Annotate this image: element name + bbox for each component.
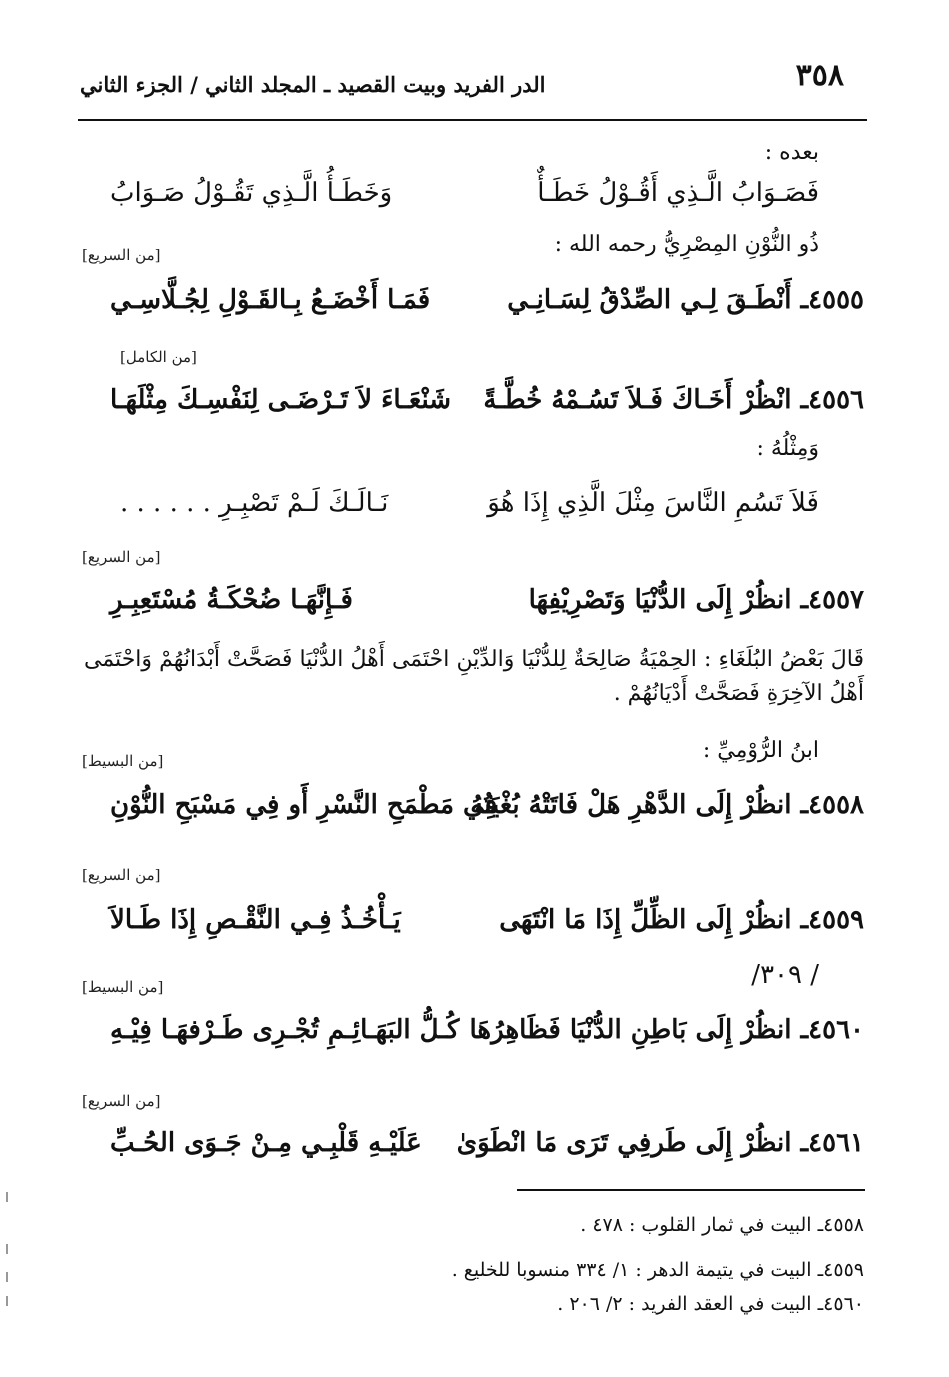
header-divider (78, 119, 867, 121)
verse-number: ٤٥٥٦ـ (800, 385, 864, 415)
verse-text: انظُرْ إِلَى بَاطِنِ الدُّنْيَا فَظَاهِرُهَا (469, 1015, 792, 1045)
meter-label: [من البسيط] (82, 978, 164, 996)
meter-label: [من البسيط] (82, 752, 164, 770)
mithluhu-text: وَمِثْلُهُ : (756, 436, 819, 461)
running-title: الدر الفريد وبيت القصيد ـ المجلد الثاني / الجزء الثاني (80, 72, 546, 97)
couplet-b-first-hemistich: فَلاَ تَسُمِ النَّاسَ مِثْلَ الَّذِي إِذَا هُوَ (487, 488, 819, 518)
scan-margin-mark (6, 1244, 8, 1254)
verse-4558-second-hemistich: فِي مَطْمَحِ النَّسْرِ أَو فِي مَسْبَحِ النُّوْنِ (110, 790, 498, 820)
page-number: ٣٥٨ (795, 58, 844, 93)
manuscript-page-ref: / ٣٠٩/ (751, 960, 819, 990)
verse-4555-first-hemistich (507, 285, 864, 315)
verse-4557-first-hemistich (529, 585, 864, 615)
verse-4561-first-hemistich (457, 1128, 864, 1158)
footnote-4558: ٤٥٥٨ـ البيت في ثمار القلوب : ٤٧٨ . (580, 1214, 864, 1236)
scan-margin-mark (6, 1296, 8, 1306)
verse-4559-first-hemistich (499, 905, 864, 935)
scan-margin-mark (6, 1192, 8, 1202)
verse-text: انظُرْ إِلَى الظِّلِّ إِذَا مَا انْتَهَى (499, 905, 792, 935)
poet-ibn-rumi: ابنُ الرُّوْمِيِّ : (702, 738, 819, 763)
footnote-4560: ٤٥٦٠ـ البيت في العقد الفريد : ٢/ ٢٠٦ . (557, 1293, 864, 1315)
prose-paragraph: قَالَ بَعْضُ البُلَغَاءِ : الحِمْيَةُ صَالِحَةٌ لِلدُّنْيَا وَالدِّيْنِ احْتَمَى أَهْلُ الدُّنْيَا فَصَحَّتْ أَبْدَانُهُمْ وَاحْتَمَى أَهْلُ الآخِرَةِ فَصَحَّتْ أَدْيَانُهُمْ . (84, 647, 864, 706)
verse-text: انظُرْ إِلَى طَرفِي تَرَى مَا انْطَوَىٰ (456, 1128, 792, 1158)
poet-dhun-nun: ذُو النُّوْنِ المِصْرِيُّ رحمه الله : (554, 232, 819, 257)
verse-4557-second-hemistich: فَـإِنَّهَـا ضُحْكَـةُ مُسْتَعِبِـرِ (110, 585, 353, 615)
intro-after-text: بعده : (764, 140, 819, 165)
meter-label: [من السريع] (82, 246, 161, 264)
meter-label: [من السريع] (82, 548, 161, 566)
verse-4555-second-hemistich: فَمَـا أَخْضَـعُ بِـالقَـوْلِ لِجُـلَّاسِـي (110, 285, 431, 315)
verse-4560-first-hemistich (469, 1015, 864, 1045)
verse-number: ٤٥٥٨ـ (800, 790, 864, 820)
verse-4558-first-hemistich (470, 790, 864, 820)
verse-4560-second-hemistich: كُـلُّ البَهَـائِـمِ تُجْـرِى طَـرْفهَـا فِيْـهِ (110, 1015, 460, 1045)
verse-text: أَنْطَـقَ لِـي الصِّدْقُ لِسَـانِـي (507, 285, 792, 315)
meter-label: [من السريع] (82, 1092, 161, 1110)
footnote-divider (517, 1189, 865, 1191)
scan-margin-mark (6, 1272, 8, 1282)
verse-4561-second-hemistich: عَلَيْـهِ قَلْبِـي مِـنْ جَـوَى الحُـبِّ (110, 1128, 422, 1158)
verse-number: ٤٥٦١ـ (800, 1128, 864, 1158)
couplet-b-second-hemistich: نَـالَـكَ لَـمْ تَصْبِـرِ . . . . . . (120, 488, 389, 518)
verse-4556-second-hemistich: شَنْعَـاءَ لاَ تَـرْضَـى لِنَفْسِـكَ مِثْلَهَـا (110, 385, 452, 415)
verse-text: انْظُرْ أَخَـاكَ فَـلاَ تَسُـمْهُ خُطَّـةً (483, 385, 792, 415)
verse-text: انظُرْ إِلَى الدُّنْيَا وَتَصْرِيْفِهَا (528, 585, 792, 615)
verse-number: ٤٥٥٧ـ (800, 585, 864, 615)
meter-label: [من السريع] (82, 866, 161, 884)
verse-number: ٤٥٦٠ـ (800, 1015, 864, 1045)
couplet-a-second-hemistich: وَخَطَـأُ الَّـذِي تَقُـوْلُ صَـوَابُ (110, 178, 393, 208)
verse-text: انظُرْ إِلَى الدَّهْرِ هَلْ فَاتَتْهُ بُغْيَتُهُ (470, 790, 792, 820)
verse-number: ٤٥٥٩ـ (800, 905, 864, 935)
meter-label: [من الكامل] (120, 348, 197, 366)
verse-number: ٤٥٥٥ـ (800, 285, 864, 315)
verse-4556-first-hemistich (483, 385, 864, 415)
footnote-4559: ٤٥٥٩ـ البيت في يتيمة الدهر : ١/ ٣٣٤ منسوبا للخليع . (451, 1259, 864, 1281)
couplet-a-first-hemistich: فَصَـوَابُ الَّـذِي أَقُـوْلُ خَطَـأٌ (537, 178, 819, 208)
verse-4559-second-hemistich: يَـأْخُـذُ فِـي النَّقْـصِ إِذَا طَـالاَ (110, 905, 401, 935)
